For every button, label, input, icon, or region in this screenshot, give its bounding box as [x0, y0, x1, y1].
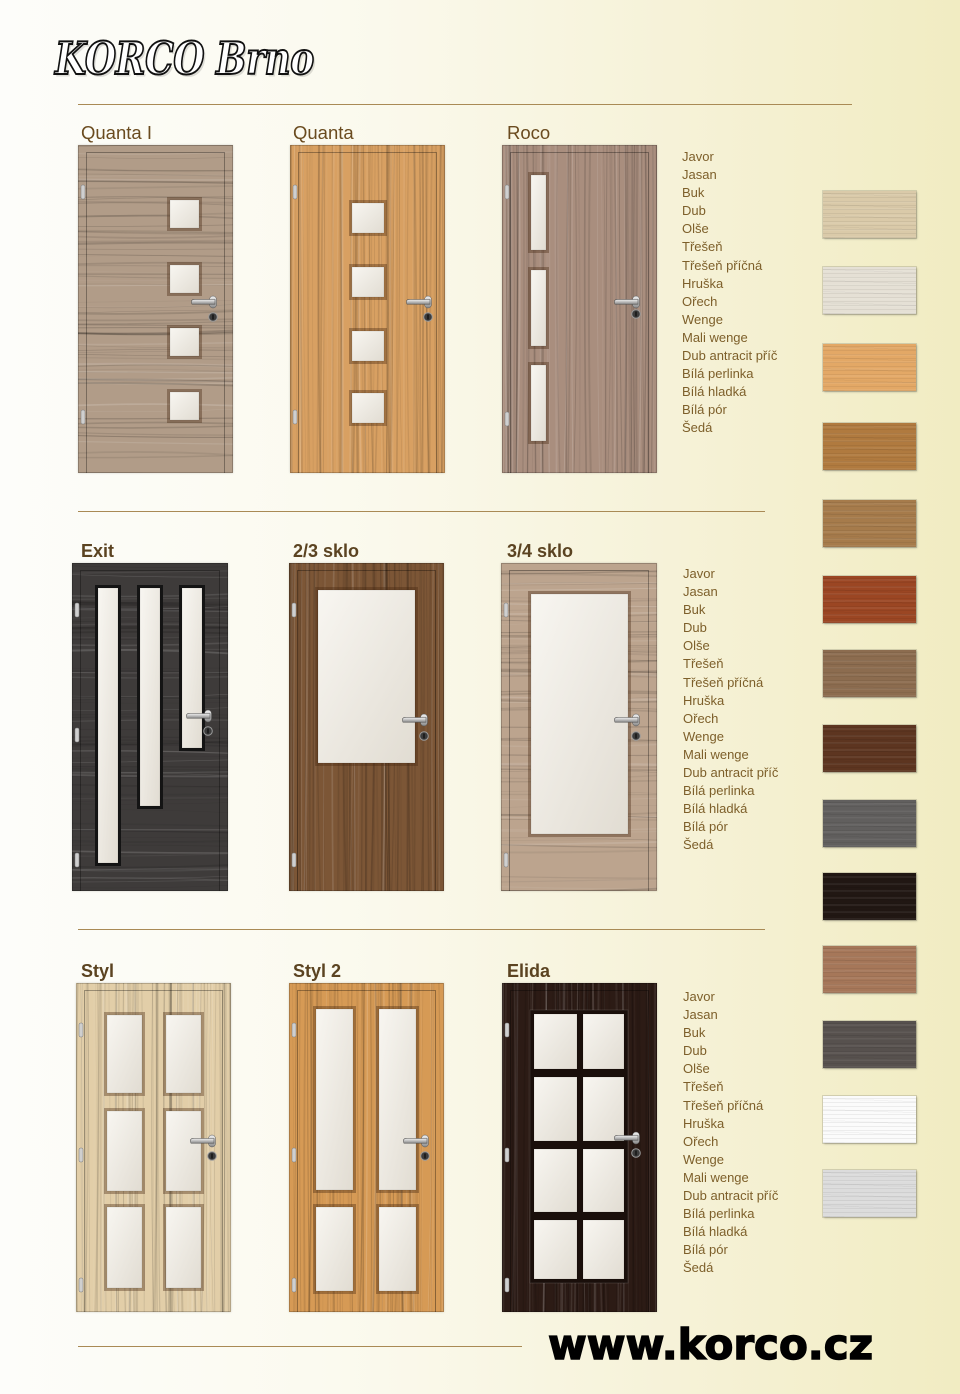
glass-pane [352, 393, 384, 423]
door-illustration-2-3-sklo [289, 563, 444, 891]
glass-pane [107, 1015, 142, 1093]
keyhole [211, 1154, 212, 1159]
color-option: Třešeň příčná [683, 674, 764, 690]
glass-pane [140, 588, 160, 806]
hinge [505, 185, 509, 199]
grain-line [309, 563, 310, 891]
color-option: Hruška [682, 275, 724, 291]
color-option: Jasan [683, 1007, 718, 1023]
glass-pane [107, 1207, 142, 1288]
color-swatch [823, 500, 916, 547]
color-option: Bílá perlinka [683, 1206, 755, 1222]
door-handle [190, 1138, 214, 1143]
divider-line [78, 104, 852, 105]
door-handle [402, 717, 426, 722]
color-option: Wenge [683, 1151, 724, 1167]
hinge [79, 1278, 83, 1292]
color-option: Hruška [683, 1115, 725, 1131]
hinge [505, 1278, 509, 1292]
color-option: Javor [683, 989, 715, 1004]
color-option: Javor [682, 149, 714, 164]
grain-line [78, 325, 233, 326]
color-option: Dub antracit příč [682, 348, 778, 364]
keyhole [635, 734, 636, 739]
color-swatch [823, 725, 916, 772]
door-drawing [289, 983, 444, 1312]
hinge [292, 603, 296, 617]
color-option: Mali wenge [682, 329, 748, 345]
color-swatch [823, 576, 916, 623]
color-option: Bílá pór [683, 819, 728, 835]
website-link[interactable]: www.korco.cz [548, 1320, 874, 1369]
hinge [504, 853, 508, 867]
glass-pane [170, 328, 199, 356]
color-option: Třešeň [683, 1079, 724, 1095]
color-option: Třešeň [683, 656, 724, 672]
glass-pane [170, 392, 199, 420]
hinge [504, 603, 508, 617]
color-option: Třešeň příčná [682, 257, 763, 273]
door-handle [614, 299, 638, 304]
hinge [505, 412, 509, 426]
color-swatch [823, 1096, 916, 1143]
color-option: Jasan [682, 167, 717, 183]
color-option: Bílá pór [682, 402, 727, 418]
color-option: Hruška [683, 692, 725, 708]
glass-pane [166, 1207, 201, 1288]
door-handle [186, 713, 210, 718]
grain-line [655, 983, 656, 1312]
hinge [81, 185, 85, 199]
color-option: Dub antracit příč [683, 765, 779, 781]
door-handle [191, 299, 215, 304]
glass-pane [534, 1014, 577, 1069]
door-drawing [502, 983, 657, 1312]
door-title: Roco [507, 122, 551, 143]
grain-line [86, 983, 87, 1312]
color-option: Mali wenge [683, 1169, 749, 1185]
color-option: Ořech [683, 710, 719, 726]
door-illustration-elida [502, 983, 657, 1312]
color-option: Třešeň [682, 239, 723, 255]
color-swatch [823, 1170, 916, 1217]
door-title: Styl 2 [293, 961, 342, 981]
hinge [292, 1023, 296, 1037]
door-drawing [502, 145, 657, 473]
glass-pane [531, 175, 546, 250]
glass-pane [352, 331, 384, 361]
glass-pane [170, 200, 199, 228]
door-title: 2/3 sklo [293, 541, 360, 561]
glass-pane [531, 365, 546, 441]
color-list [682, 148, 777, 438]
hinge [292, 853, 296, 867]
glass-pane [583, 1014, 624, 1069]
door-drawing [78, 145, 233, 473]
color-option: Wenge [682, 311, 723, 327]
door-title: Quanta [293, 122, 354, 143]
grain-line [94, 983, 95, 1312]
color-swatch [823, 800, 916, 847]
door-drawing [76, 983, 231, 1312]
door-drawing [501, 563, 657, 891]
grain-line [632, 983, 633, 1312]
door-illustration-quanta [290, 145, 445, 473]
color-option: Bílá perlinka [682, 366, 754, 382]
keyhole [207, 729, 208, 734]
color-option: Jasan [683, 584, 718, 600]
hinge [505, 1148, 509, 1162]
color-option: Bílá hladká [683, 1224, 748, 1240]
color-swatch [823, 344, 916, 391]
hinge [79, 1023, 83, 1037]
color-option: Olše [683, 638, 710, 654]
door-title: Elida [507, 961, 551, 981]
color-option: Wenge [683, 728, 724, 744]
color-option: Dub [683, 620, 707, 636]
hinge [79, 1148, 83, 1162]
color-swatch [823, 946, 916, 993]
glass-pane [583, 1149, 624, 1212]
keyhole [424, 1154, 425, 1159]
door-illustration-styl [76, 983, 231, 1312]
color-swatch [823, 873, 916, 920]
door-title: 3/4 sklo [507, 541, 574, 561]
door-handle [614, 717, 638, 722]
glass-pane [534, 1149, 577, 1212]
grain-line [504, 145, 505, 473]
color-option: Mali wenge [683, 746, 749, 762]
grain-line [646, 983, 647, 1312]
hinge [75, 603, 79, 617]
glass-pane [166, 1111, 201, 1191]
door-drawing [72, 563, 228, 891]
grain-line [78, 372, 233, 373]
door-illustration-exit [72, 563, 228, 891]
color-option: Olše [683, 1061, 710, 1077]
glass-pane [352, 267, 384, 297]
color-option: Buk [683, 602, 706, 618]
glass-pane [98, 588, 118, 863]
color-option: Dub [682, 203, 706, 219]
hinge [292, 1148, 296, 1162]
glass-pane [182, 588, 202, 748]
door-handle [406, 299, 430, 304]
color-option: Bílá pór [683, 1242, 728, 1258]
grain-line [78, 202, 233, 203]
divider-line [78, 929, 765, 930]
color-swatch [823, 191, 916, 238]
color-swatch [823, 423, 916, 470]
hinge [505, 1023, 509, 1037]
grain-line [78, 418, 233, 419]
glass-pane [531, 594, 628, 834]
color-option: Ořech [683, 1133, 719, 1149]
grain-line [634, 145, 635, 473]
glass-pane [534, 1077, 577, 1141]
door-drawing [290, 145, 445, 473]
color-option: Dub antracit příč [683, 1188, 779, 1204]
hinge [75, 728, 79, 742]
hinge [81, 410, 85, 424]
color-list [683, 565, 778, 855]
color-swatch [823, 650, 916, 697]
glass-pane [318, 590, 415, 763]
glass-pane [531, 270, 546, 346]
color-option: Javor [683, 566, 715, 581]
door-illustration-roco [502, 145, 657, 473]
color-swatch [823, 1021, 916, 1068]
brand-logo: KORCO Brno [55, 32, 314, 86]
color-option: Bílá hladká [683, 801, 748, 817]
color-swatch [823, 267, 916, 314]
keyhole [212, 315, 213, 320]
door-title: Exit [81, 541, 115, 561]
keyhole [423, 734, 424, 739]
glass-pane [166, 1015, 201, 1093]
grain-line [78, 241, 233, 242]
glass-pane [379, 1207, 416, 1291]
glass-pane [107, 1111, 142, 1191]
color-option: Bílá hladká [682, 384, 747, 400]
glass-pane [379, 1009, 416, 1190]
color-swatch-column [823, 0, 916, 1220]
color-option: Bílá perlinka [683, 783, 755, 799]
keyhole [635, 312, 636, 317]
door-illustration-styl-2 [289, 983, 444, 1312]
divider-line [78, 511, 765, 512]
door-illustration-3-4-sklo [501, 563, 657, 891]
color-option: Třešeň příčná [683, 1097, 764, 1113]
color-option: Buk [682, 185, 705, 201]
keyhole [427, 315, 428, 320]
color-option: Šedá [683, 1260, 714, 1276]
hinge [75, 853, 79, 867]
glass-pane [352, 203, 384, 233]
door-title: Quanta I [81, 122, 152, 143]
glass-pane [316, 1009, 353, 1190]
door-handle [403, 1138, 427, 1143]
keyhole [635, 1151, 636, 1156]
color-option: Dub [683, 1043, 707, 1059]
color-option: Šedá [682, 420, 713, 436]
glass-pane [534, 1220, 577, 1279]
divider-line [78, 1346, 522, 1347]
hinge [292, 1278, 296, 1292]
hinge [293, 410, 297, 424]
door-handle [614, 1135, 638, 1140]
color-option: Šedá [683, 837, 714, 853]
hinge [293, 185, 297, 199]
door-drawing [289, 563, 444, 891]
door-illustration-quanta-i [78, 145, 233, 473]
color-option: Ořech [682, 293, 718, 309]
glass-pane [316, 1207, 353, 1291]
glass-pane [170, 265, 199, 293]
color-list [683, 988, 778, 1278]
glass-pane [583, 1220, 624, 1279]
glass-pane [583, 1077, 624, 1141]
color-option: Buk [683, 1025, 706, 1041]
color-option: Olše [682, 221, 709, 237]
door-title: Styl [81, 961, 115, 981]
